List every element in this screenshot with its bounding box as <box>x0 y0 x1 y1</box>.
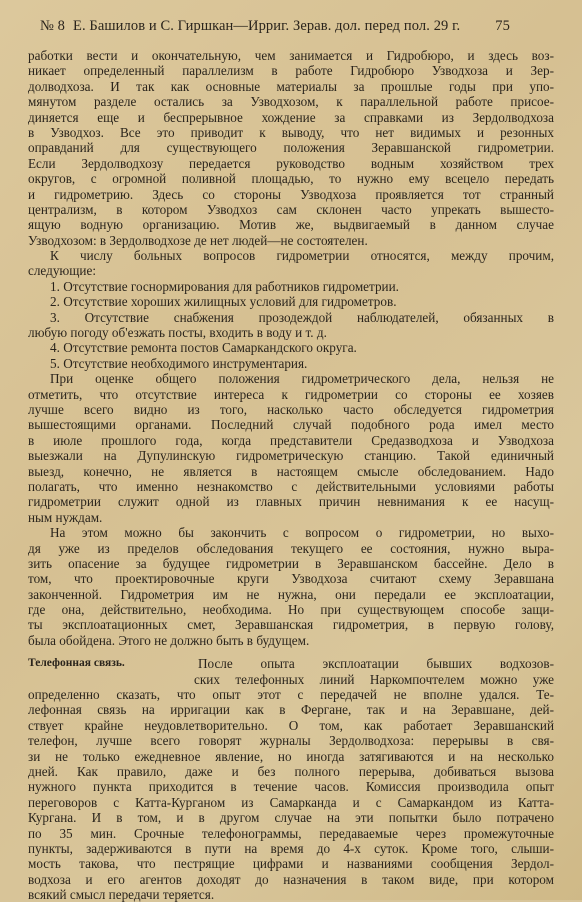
text-line: нужного пункта приходится в течение часов. Комиссия производила опыт <box>28 779 554 795</box>
paragraph-1 <box>28 48 554 248</box>
text-line: диняется еще и беспрерывное хождение за справками из Зердолводхоза <box>28 109 554 125</box>
text-line: К числу больных вопросов гидрометрии относятся, между прочим, <box>50 248 554 264</box>
text-line: округов, с огромной поливной площадью, то нужно ему всецело передать <box>28 171 554 187</box>
text-line: вышестоящими органами. Последний случай подобного рода имел место <box>28 417 554 433</box>
text-line: была обойдена. Этого не должно быть в будущем. <box>28 632 310 648</box>
text-line: ным нуждам. <box>28 509 103 525</box>
text-line: в июле прошлого года, когда представители Средазводхоза и Узводхоза <box>28 432 554 448</box>
text-line: После опыта эксплоатации бывших водхозов- <box>198 656 554 672</box>
text-line: ских телефонных линий Наркомпочтелем можно уже <box>194 671 554 687</box>
section-telephone <box>28 656 554 902</box>
text-line: ты эксплоатационных смет, Зеравшанская гидрометрия, в первую голову, <box>28 617 554 633</box>
text-line: ящую водную организацию. Мотив же, выдвигаемый в данном случае <box>28 217 554 233</box>
text-line: работки вести и окончательную, чем занимается и Гидробюро, и здесь воз- <box>28 48 554 63</box>
paragraph-4 <box>28 525 554 648</box>
text-line: следующие: <box>28 263 96 279</box>
text-line: дя уже из пределов обследования текущего ее состояния, нужно выра- <box>28 540 554 556</box>
paragraph-3 <box>28 371 554 525</box>
text-line: телефон, лучше всего говорят журналы Зердолводхоза: перерывы в свя- <box>28 733 554 749</box>
text-line: ствует крайне неудовлетворительно. О том, как работает Зеравшанский <box>28 717 554 733</box>
text-line: определенно сказать, что опыт этот с передачей не вполне удался. Те- <box>28 687 554 703</box>
text-line: долводхоза. И так как основные материалы за прошлые годы при упо- <box>28 78 554 94</box>
text-line: оправданий для существующего положения Зеравшанской гидрометрии. <box>28 140 554 156</box>
paragraph-2 <box>28 248 554 279</box>
list-item: 2. Отсутствие хороших жилищных условий для гидрометров. <box>50 294 397 310</box>
text-line: всякий смысл передачи теряется. <box>28 887 215 902</box>
text-line: по 35 мин. Срочные телефонограммы, передаваемые через промежуточные <box>28 825 554 841</box>
text-line: Узводхозом: в Зердолводхозе де нет людей—не состоятелен. <box>28 232 368 248</box>
text-line: централизм, в котором Узводхоз сам склонен часто упрекать вышесто- <box>28 201 554 217</box>
running-header <box>40 18 510 35</box>
text-line: выезжали на Дупулинскую гидрометрическую станцию. Такой единичный <box>28 448 554 464</box>
list-item: 1. Отсутствие госнормирования для работников гидрометрии. <box>50 278 399 294</box>
header-title: Е. Башилов и С. Гиршкан—Ирриг. Зерав. дол. перед пол. 29 г. <box>73 18 461 34</box>
text-line: При оценке общего положения гидрометрического дела, нельзя не <box>50 371 554 387</box>
text-line: водхоза и его агентов доходят до назначения в таком виде, при котором <box>28 871 554 887</box>
text-line: гидрометрии служит одной из главных причин невнимания к ее насущ- <box>28 494 554 510</box>
numbered-list <box>28 279 554 371</box>
text-line: переговоров с Катта-Курганом из Самарканда и с Самаркандом из Катта- <box>28 794 554 810</box>
text-line: зи не только ежедневное явление, но иногда затягиваются и на несколько <box>28 748 554 764</box>
text-line: в Узводхоз. Все это приводит к выводу, что нет видимых и резонных <box>28 124 554 140</box>
text-line: законченной. Гидрометрия им не нужна, они передали ее эксплоатации, <box>28 586 554 602</box>
text-line: где она, действительно, необходима. Но при существующем способе защи- <box>28 602 554 618</box>
text-line: мость такова, что пестрящие цифрами и названиями сообщения Зердол- <box>28 856 554 872</box>
text-line: мянутом разделе остались за Узводхозом, к параллельной работе присое- <box>28 94 554 110</box>
text-line: лучше всего видно из того, насколько часто обследуется гидрометрия <box>28 401 554 417</box>
text-line: Если Зердолводхозу передается руководство водным хозяйством трех <box>28 155 554 171</box>
section-side-title: Телефонная связь. <box>28 657 125 670</box>
list-item: 5. Отсутствие необходимого инструментария. <box>50 355 308 371</box>
text-line: На этом можно бы закончить с вопросом о гидрометрии, но выхо- <box>50 525 554 541</box>
text-line: никает определенный параллелизм в работе Гидробюро Узводхоза и Зер- <box>28 63 554 79</box>
text-line: лефонная связь на ирригации как в Фергане, так и на Зеравшане, дей- <box>28 702 554 718</box>
list-item: 3. Отсутствие снабжения прозодеждой наблюдателей, обязанных в <box>50 309 554 325</box>
page-body <box>28 48 554 902</box>
list-item-continuation: любую погоду об'езжать посты, входить в воду и т. д. <box>28 325 327 341</box>
text-line: отметить, что отсутствие интереса к гидрометрии со стороны ее хозяев <box>28 386 554 402</box>
text-line: пункты, задерживаются в пути на время до 4-х суток. Кроме того, слыши- <box>28 840 554 856</box>
issue-number: № 8 <box>40 18 66 34</box>
text-line: Кургана. И в том, и в другом случае на эти попытки было потрачено <box>28 810 554 826</box>
text-line: выезд, конечно, не является в настоящем смысле обследованием. Надо <box>28 463 554 479</box>
text-line: дней. Как правило, даже и без полного перерыва, добиваться вызова <box>28 763 554 779</box>
text-line: том, что проектировочные круги Узводхоза считают схему Зеравшана <box>28 571 554 587</box>
list-item: 4. Отсутствие ремонта постов Самаркандского округа. <box>50 340 357 356</box>
text-line: полагать, что именно незнакомство с действительными условиями работы <box>28 478 554 494</box>
text-line: и гидрометрию. Здесь со стороны Узводхоза проявляется тот странный <box>28 186 554 202</box>
text-line: зить опасение за будущее гидрометрии в Зеравшанском бассейне. Дело в <box>28 555 554 571</box>
page-number: 75 <box>495 18 510 34</box>
